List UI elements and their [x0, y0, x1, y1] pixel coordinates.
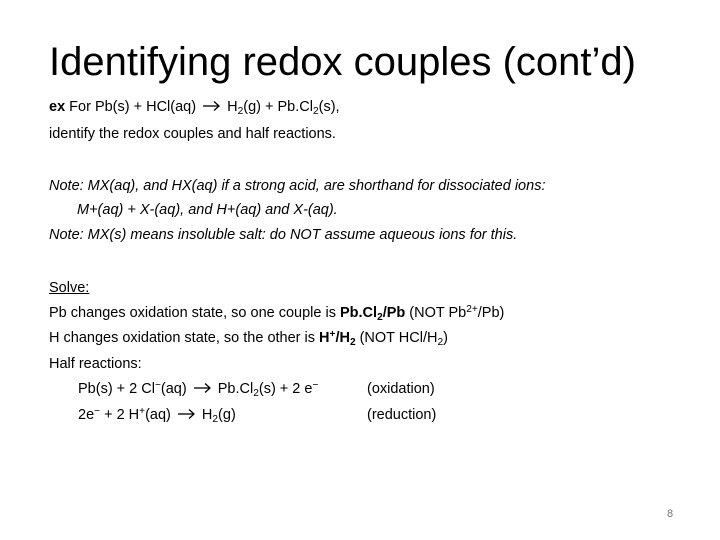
h-couple-line: H changes oxidation state, so the other is $H^+/H_2$ (NOT HCl/$H_2$) — [49, 329, 448, 348]
oxidation-reaction: Pb(s) + 2 Cl−(aq) $Pb.Cl_2(s) + 2$ e− (oxidation) — [78, 380, 435, 399]
page-number: 8 — [667, 508, 674, 520]
oxidation-label: (oxidation) — [367, 381, 435, 397]
example-label: ex — [49, 99, 66, 115]
reduction-label: (reduction) — [367, 407, 437, 423]
solve-heading: Solve: — [49, 280, 90, 296]
note-1-line-2: M+(aq) + X-(aq), and H+(aq) and X-(aq). — [77, 202, 338, 218]
slide-title: Identifying redox couples (cont’d) — [49, 40, 636, 84]
note-2: Note: MX(s) means insoluble salt: do NOT assume aqueous ions for this. — [49, 227, 518, 243]
pb-couple-line: Pb changes oxidation state, so one couple is $Pb.Cl_2/Pb$ (NOT $Pb^{2+}/Pb$) — [49, 304, 505, 323]
note-1-line-1: Note: MX(aq), and HX(aq) if a strong acid, are shorthand for dissociated ions: — [49, 178, 546, 194]
right-arrow-icon — [177, 408, 196, 420]
example-line-1: ex For Pb(s) + HCl(aq) $H_2(g) + Pb.Cl_2(s)$, — [49, 99, 340, 117]
right-arrow-icon — [193, 382, 212, 394]
half-reactions-heading: Half reactions: — [49, 356, 142, 372]
right-arrow-icon — [202, 100, 221, 112]
example-line-2: identify the redox couples and half reactions. — [49, 126, 336, 142]
reduction-reaction: 2e− + 2 H+(aq) $H_2(g)$ (reduction) — [78, 406, 437, 425]
